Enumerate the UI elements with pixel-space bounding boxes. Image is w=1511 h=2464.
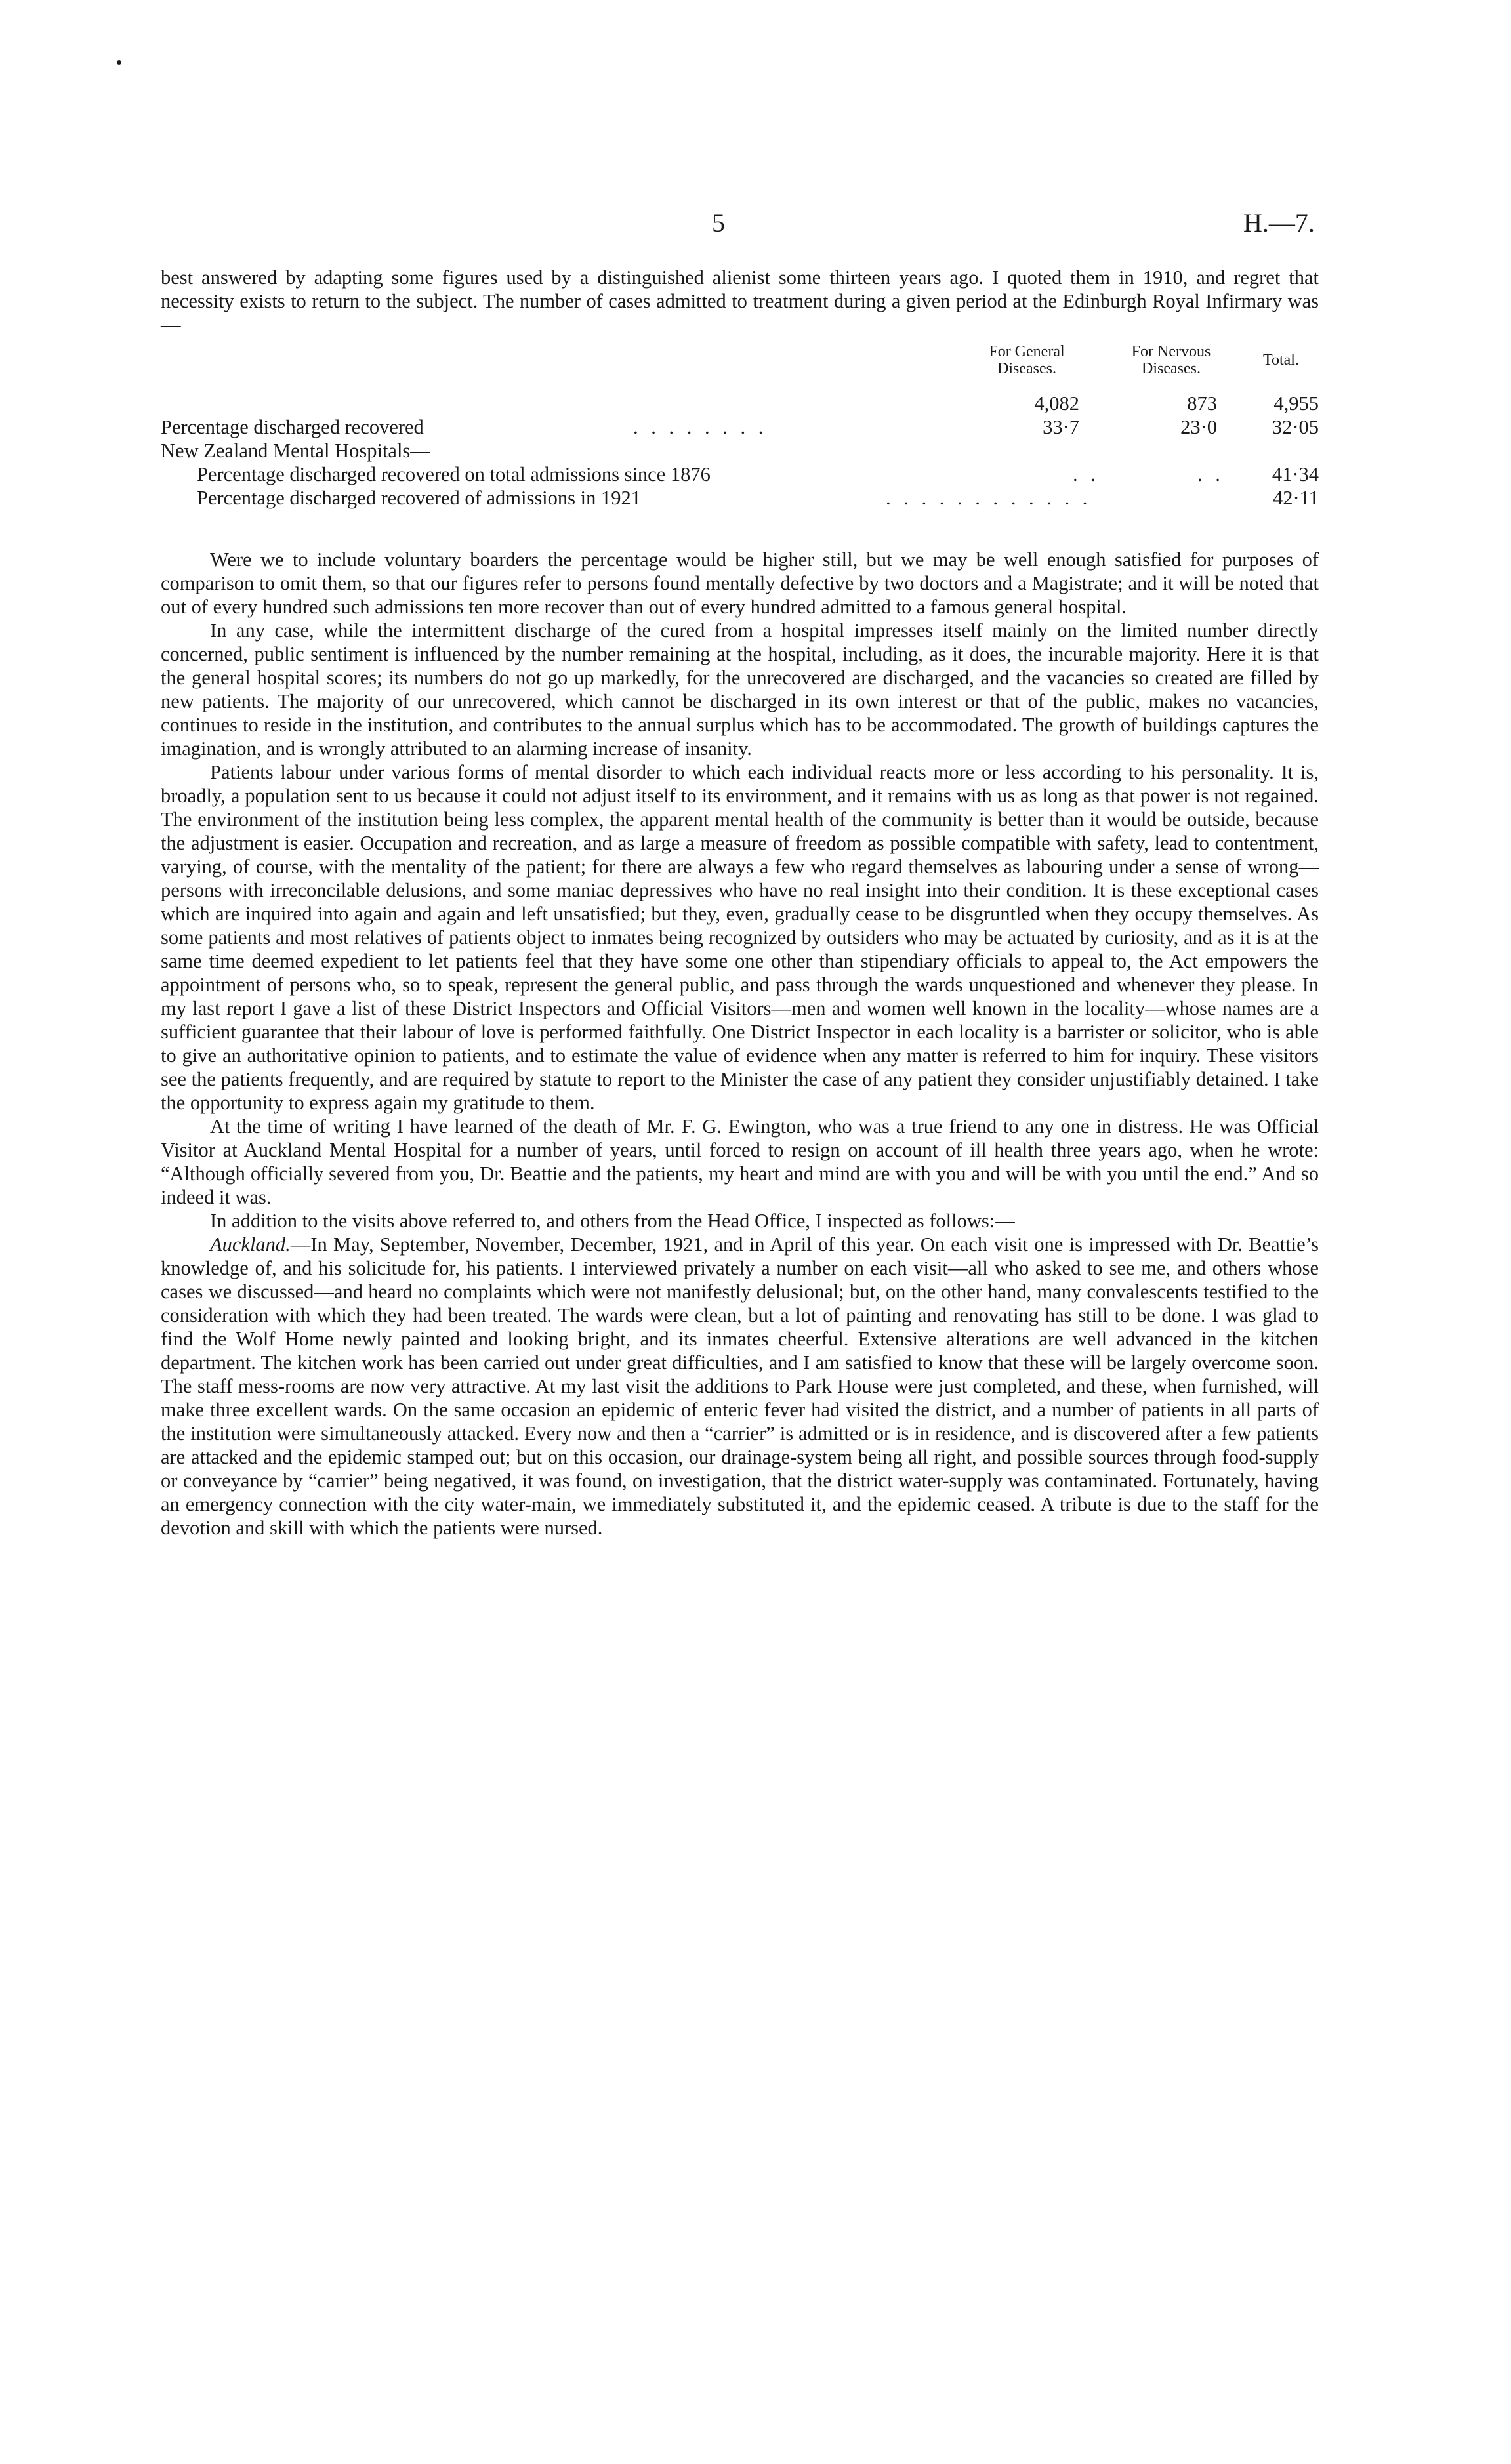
paragraph-body: —In May, September, November, December, 1921, and in April of this year. On each visit one is impressed with Dr. Beattie’s knowledge of, and his solicitude for, his patients. I interviewed privately a number on each visit—all who asked to see me, and others whose cases we discussed—and heard no complaints which were not manifestly delusional; but, on the other hand, many convalescents testified to the consideration with which they had been treated. The wards were clean, but a lot of painting and renovating has still to be done. I was glad to find the Wolf Home newly painted and looking bright, and its inmates cheerful. Extensive alterations are well advanced in the kitchen department. The kitchen work has been carried out under great difficulties, and I am satisfied to know that these will be largely overcome soon. The staff mess-rooms are now very attractive. At my last visit the additions to Park House were just completed, and these, when furnished, will make three excellent wards. On the same occasion an epidemic of enteric fever had visited the district, and a number of patients in all parts of the institution were simultaneously attacked. Every now and then a “carrier” is admitted or is in residence, and is discovered after a few patients are attacked and the epidemic stamped out; but on this occasion, our drainage-system being all right, and possible sources through food-supply or conveyance by “carrier” being negatived, it was found, on investigation, that the district water-supply was contaminated. Fortunately, having an emergency connection with the city water-main, we immediately substituted it, and the epidemic ceased. A tribute is due to the staff for the devotion and skill with which the patients were nursed.	[161, 1233, 1319, 1539]
statistics-table	[161, 343, 1319, 540]
paragraph: In addition to the visits above referred to, and others from the Head Office, I inspected as follows:—	[210, 1210, 1015, 1232]
page-number: 5	[712, 208, 725, 237]
table-row	[161, 439, 1319, 462]
row-label: Percentage discharged recovered	[161, 416, 424, 438]
admitted-nervous: 873	[1187, 392, 1217, 415]
body-text	[161, 266, 1319, 1540]
table-row: Percentage discharged recovered on total admissions since 1876 . . . . 41·34	[197, 463, 1319, 485]
paragraph: In any case, while the intermittent discharge of the cured from a hospital impresses itself mainly on the limited number directly concerned, public sentiment is influenced by the number remaining at the hospital, including, as it does, the incurable majority. Here it is that the general hospital scores; its numbers do not go up markedly, for the unrecovered are discharged, and the vacancies so created are filled by new patients. The majority of our unrecovered, which cannot be discharged in its own interest or that of the public, makes no vacancies, continues to reside in the institution, and contributes to the annual surplus which has to be accommodated. The growth of buildings captures the imagination, and is wrongly attributed to an alarming increase of insanity.	[161, 619, 1319, 760]
paragraph	[161, 1233, 1319, 1540]
section-lead-auckland: Auckland.	[210, 1233, 291, 1256]
row-value-total: 41·34	[1272, 463, 1319, 485]
admitted-general: 4,082	[1034, 392, 1079, 415]
paragraph: At the time of writing I have learned of the death of Mr. F. G. Ewington, who was a true friend to any one in distress. He was Official Visitor at Auckland Mental Hospital for a number of years, until forced to resign on account of ill health three years ago, when he wrote: “Although officially severed from you, Dr. Beattie and the patients, my heart and mind are with you and will be with you until the end.” And so indeed it was.	[161, 1115, 1319, 1208]
row-value-total: 32·05	[1272, 416, 1319, 438]
row-value-total: 42·11	[1272, 487, 1319, 509]
admitted-total: 4,955	[1273, 392, 1319, 415]
column-header-nervous: For Nervous Diseases.	[1131, 343, 1211, 377]
stray-mark	[117, 60, 121, 65]
paragraph: Patients labour under various forms of mental disorder to which each individual reacts more or less according to his personality. It is, broadly, a population sent to us because it could not adjust itself to its environment, and it remains with us as long as that power is not regained. The environment of the institution being less complex, the apparent mental health of the community is better than it would be outside, because the adjustment is easier. Occupation and recreation, and as large a measure of freedom as possible compatible with safety, lead to contentment, varying, of course, with the mentality of the patient; for there are always a few who regard themselves as labouring under a sense of wrong—persons with irreconcilable delusions, and some maniac depressives who have no real insight into their condition. It is these exceptional cases which are inquired into again and again and left unsatisfied; but they, even, gradually cease to be disgruntled when they occupy themselves. As some patients and most relatives of patients object to inmates being recognized by outsiders who may be actuated by curiosity, and as it is at the same time deemed expedient to let patients feel that they have some one other than stipendiary officials to appeal to, the Act empowers the appointment of persons who, so to speak, represent the general public, and pass through the wards unquestioned and whenever they please. In my last report I gave a list of these District Inspectors and Official Visitors—men and women well known in the locality—whose names are a sufficient guarantee that their labour of love is performed faithfully. One District Inspector in each locality is a barrister or solicitor, who is able to give an authoritative opinion to patients, and to estimate the value of evidence when any matter is referred to him for inquiry. These visitors see the patients frequently, and are required by statute to report to the Minister the case of any patient they consider unjustifiably detained. I take the opportunity to express again my gratitude to them.	[161, 761, 1319, 1114]
row-label: Percentage discharged recovered of admissions in 1921	[197, 487, 642, 509]
row-label: Percentage discharged recovered on total admissions since 1876	[197, 463, 711, 485]
paragraph: best answered by adapting some figures used by a distinguished alienist some thirteen years ago. I quoted them in 1910, and regret that necessity exists to return to the subject. The number of cases admitted to treatment during a given period at the Edinburgh Royal Infirmary was—	[161, 266, 1319, 336]
paragraph: Were we to include voluntary boarders the percentage would be higher still, but we may be well enough satisfied for purposes of comparison to omit them, so that our figures refer to persons found mentally defective by two doctors and a Magistrate; and it will be noted that out of every hundred such admissions ten more recover than out of every hundred admitted to a famous general hospital.	[161, 548, 1319, 618]
row-value-general: 33·7	[1043, 416, 1079, 438]
column-header-total: Total.	[1263, 352, 1299, 369]
row-value-nervous: 23·0	[1180, 416, 1217, 438]
document-reference: H.—7.	[1243, 208, 1315, 237]
table-row: Percentage discharged recovered of admissions in 1921 . . . . . . . . . . . . 42·11	[197, 487, 1319, 509]
column-header-general: For General Diseases.	[989, 343, 1065, 377]
row-label: New Zealand Mental Hospitals—	[161, 440, 430, 462]
table-row: Percentage discharged recovered . . . . . . . . 33·7 23·0 32·05	[161, 416, 1319, 438]
